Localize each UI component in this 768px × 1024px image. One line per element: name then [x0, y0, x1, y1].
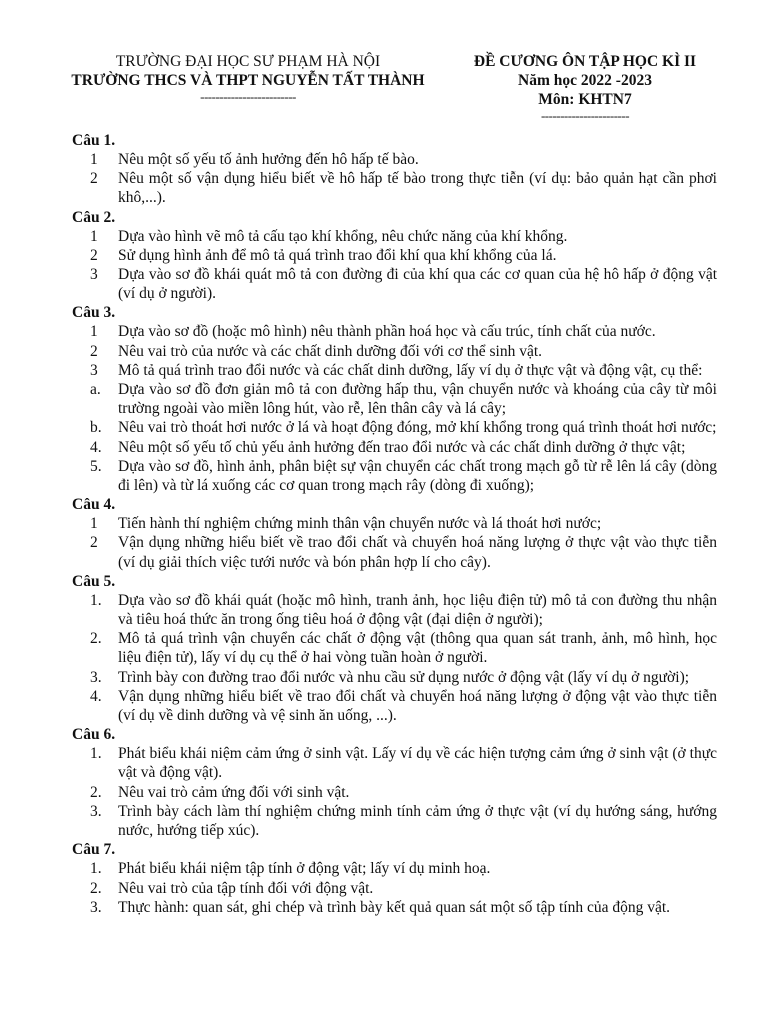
item-number: 1	[90, 323, 98, 341]
item-text: Trình bày cách làm thí nghiệm chứng minh tính cảm ứng ở thực vật (ví dụ hướng sáng, hướng nước, hướng tiếp xúc).	[118, 802, 717, 840]
item-text: Dựa vào sơ đồ khái quát (hoặc mô hình, tranh ảnh, học liệu điện tử) mô tả con đường thu nhận và tiêu hoá thức ăn trong ống tiêu hoá ở động vật (đại diện ở người);	[118, 591, 717, 629]
question-section	[72, 131, 717, 208]
item-number: 3.	[90, 668, 102, 686]
question-section	[72, 840, 717, 917]
question-section	[72, 572, 717, 725]
item-text: Dựa vào sơ đồ, hình ảnh, phân biệt sự vận chuyển các chất trong mạch gỗ từ rễ lên lá cây (dòng đi lên) và từ lá xuống các cơ quan trong mạch rây (dòng đi xuống);	[118, 457, 717, 495]
question-title: Câu 5.	[72, 572, 116, 590]
item-number: 1	[90, 227, 98, 245]
item-text: Nêu một số vận dụng hiểu biết về hô hấp tế bào trong thực tiễn (ví dụ: bảo quản hạt cần phơi khô,...).	[118, 170, 717, 207]
question-section	[72, 495, 717, 572]
question-item	[72, 457, 717, 495]
question-item	[72, 514, 717, 533]
question-item	[72, 591, 717, 629]
question-item	[72, 169, 717, 207]
item-number: 2	[90, 534, 98, 552]
item-text: Trình bày con đường trao đổi nước và nhu cầu sử dụng nước ở động vật (lấy ví dụ ở người);	[118, 668, 690, 686]
question-item	[72, 879, 717, 898]
item-number: 2	[90, 246, 98, 264]
question-item	[72, 859, 717, 878]
question-section	[72, 725, 717, 840]
question-list	[72, 131, 717, 917]
question-item	[72, 687, 717, 725]
item-number: 1	[90, 515, 98, 533]
subject: Môn: KHTN7	[538, 91, 632, 108]
question-item	[72, 418, 717, 437]
item-number: 4.	[90, 687, 102, 705]
question-item	[72, 744, 717, 782]
question-item	[72, 533, 717, 571]
question-item	[72, 380, 717, 418]
school-name: TRƯỜNG THCS VÀ THPT NGUYỄN TẤT THÀNH	[71, 72, 425, 89]
item-number: 2	[90, 342, 98, 360]
item-text: Dựa vào sơ đồ khái quát mô tả con đường đi của khí qua các cơ quan của hệ hô hấp ở động vật (ví dụ ở người).	[118, 266, 717, 303]
item-number: 3	[90, 361, 98, 379]
header-divider-left: -------------------------	[200, 89, 296, 104]
document-title: ĐỀ CƯƠNG ÔN TẬP HỌC KÌ II	[473, 53, 697, 70]
item-text: Dựa vào sơ đồ đơn giản mô tả con đường hấp thu, vận chuyển nước và khoáng của cây từ môi trường ngoài vào miền lông hút, vào rễ, lên thân cây và lá cây;	[118, 381, 717, 418]
item-text: Tiến hành thí nghiệm chứng minh thân vận chuyển nước và lá thoát hơi nước;	[118, 515, 602, 533]
question-title: Câu 7.	[72, 841, 116, 859]
question-item	[72, 783, 717, 802]
item-text: Nêu vai trò thoát hơi nước ở lá và hoạt động đóng, mở khí khổng trong quá trình thoát hơi nước;	[118, 419, 717, 437]
question-item	[72, 361, 717, 380]
item-text: Phát biểu khái niệm tập tính ở động vật; lấy ví dụ minh hoạ.	[118, 860, 491, 878]
school-header	[58, 52, 438, 104]
item-number: 3.	[90, 802, 102, 820]
item-text: Dựa vào hình vẽ mô tả cấu tạo khí khổng, nêu chức năng của khí khổng.	[118, 227, 568, 245]
item-number: 1.	[90, 860, 102, 878]
question-item	[72, 150, 717, 169]
document-header	[455, 52, 715, 123]
item-number: 2.	[90, 630, 102, 648]
question-item	[72, 227, 717, 246]
item-text: Nêu vai trò cảm ứng đối với sinh vật.	[118, 783, 350, 801]
question-title: Câu 6.	[72, 726, 116, 744]
question-item	[72, 265, 717, 303]
item-number: 4.	[90, 438, 102, 456]
item-number: 1.	[90, 591, 102, 609]
question-item	[72, 438, 717, 457]
item-text: Phát biểu khái niệm cảm ứng ở sinh vật. Lấy ví dụ về các hiện tượng cảm ứng ở sinh vật (ở thực vật và động vật).	[118, 745, 717, 782]
university-name: TRƯỜNG ĐẠI HỌC SƯ PHẠM HÀ NỘI	[115, 53, 381, 70]
question-item	[72, 246, 717, 265]
item-number: 2	[90, 170, 98, 188]
item-text: Nêu vai trò của tập tính đối với động vật.	[118, 879, 374, 897]
item-number: 1	[90, 151, 98, 168]
question-title: Câu 2.	[72, 208, 116, 226]
item-number: 2.	[90, 879, 102, 897]
question-item	[72, 342, 717, 361]
question-item	[72, 322, 717, 341]
school-year: Năm học 2022 -2023	[518, 72, 652, 89]
question-item	[72, 898, 717, 917]
item-text: Vận dụng những hiểu biết về trao đổi chất và chuyển hoá năng lượng ở động vật vào thực tiễn (ví dụ về dinh dưỡng và vệ sinh ăn uống, ...).	[118, 687, 717, 725]
item-text: Sử dụng hình ảnh để mô tả quá trình trao đổi khí qua khí khổng của lá.	[118, 246, 557, 264]
item-text: Nêu vai trò của nước và các chất dinh dưỡng đối với cơ thể sinh vật.	[118, 342, 543, 360]
question-title: Câu 4.	[72, 496, 116, 514]
item-text: Dựa vào sơ đồ (hoặc mô hình) nêu thành phần hoá học và cấu trúc, tính chất của nước.	[118, 323, 656, 341]
item-text: Vận dụng những hiểu biết về trao đổi chất và chuyển hoá năng lượng ở thực vật vào thực tiễn (ví dụ giải thích việc tưới nước và bón phân hợp lí cho cây).	[118, 534, 717, 571]
question-item	[72, 629, 717, 667]
item-text: Nêu một số yếu tố chủ yếu ảnh hưởng đến trao đổi nước và các chất dinh dưỡng ở thực vật;	[118, 438, 686, 456]
item-number: 3	[90, 266, 98, 284]
question-item	[72, 802, 717, 840]
question-title: Câu 1.	[72, 132, 116, 149]
header-divider-right: -----------------------	[540, 108, 630, 123]
item-number: 2.	[90, 783, 102, 801]
item-text: Nêu một số yếu tố ảnh hưởng đến hô hấp tế bào.	[118, 151, 419, 168]
question-title: Câu 3.	[72, 304, 116, 322]
item-text: Mô tả quá trình trao đổi nước và các chất dinh dưỡng, lấy ví dụ ở thực vật và động vật, cụ thể:	[118, 361, 703, 379]
item-number: b.	[90, 419, 102, 437]
item-number: 3.	[90, 898, 102, 916]
item-number: 1.	[90, 745, 102, 763]
question-section	[72, 303, 717, 495]
item-number: a.	[90, 381, 101, 399]
question-section	[72, 208, 717, 304]
item-text: Thực hành: quan sát, ghi chép và trình bày kết quả quan sát một số tập tính của động vật.	[118, 898, 671, 916]
question-item	[72, 668, 717, 687]
item-number: 5.	[90, 457, 102, 475]
item-text: Mô tả quá trình vận chuyển các chất ở động vật (thông qua quan sát tranh, ảnh, mô hình, học liệu điện tử), lấy ví dụ cụ thể ở hai vòng tuần hoàn ở người.	[118, 630, 717, 667]
